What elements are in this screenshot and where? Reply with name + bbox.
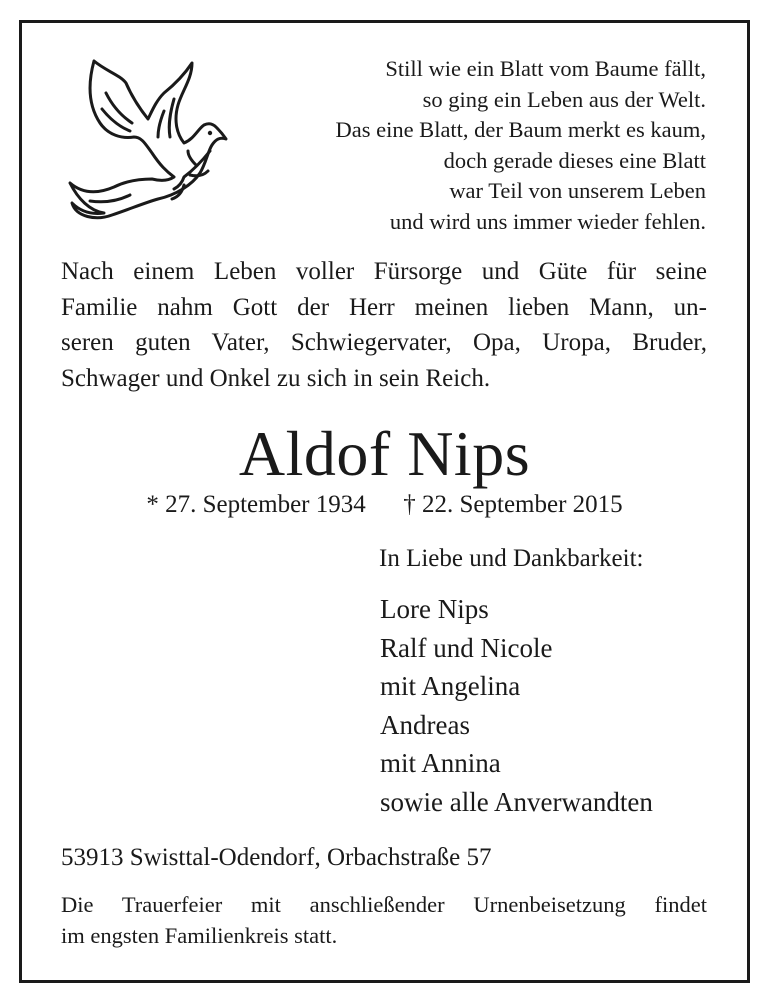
poem-line: war Teil von unserem Leben (449, 178, 706, 203)
notice-line: im engsten Familienkreis statt. (61, 922, 338, 948)
mourner-name: mit Annina (380, 748, 501, 778)
dedication: In Liebe und Dankbarkeit: (379, 545, 644, 572)
poem-line: und wird uns immer wieder fehlen. (389, 208, 706, 234)
life-dates (60, 489, 709, 521)
deceased-name: Aldof Nips (238, 418, 531, 489)
death-date: † 22. September 2015 (403, 491, 623, 518)
poem-line: so ging ein Leben aus der Welt. (422, 86, 706, 112)
mourner-name: Andreas (380, 709, 470, 740)
intro-line: seren guten Vater, Schwiegervater, Opa, Uropa, Bruder, (61, 329, 707, 356)
dove-with-olive-branch-icon (60, 53, 238, 221)
mourner-name: mit Angelina (380, 671, 521, 701)
funeral-notice (61, 890, 707, 951)
poem-line: Still wie ein Blatt vom Baume fällt, (385, 56, 706, 81)
intro-line: Nach einem Leben voller Fürsorge und Güte für seine (61, 258, 707, 285)
intro-line: Familie nahm Gott der Herr meinen lieben Mann, un- (61, 293, 707, 321)
poem (250, 54, 706, 237)
intro-line: Schwager und Onkel zu sich in sein Reich. (61, 364, 491, 392)
poem-line: doch gerade dieses eine Blatt (443, 147, 706, 173)
intro-paragraph (61, 254, 707, 396)
address: 53913 Swisttal-Odendorf, Orbachstraße 57 (61, 844, 492, 871)
notice-line: Die Trauerfeier mit anschließender Urnenbeisetzung findet (61, 892, 707, 917)
mourners-list (380, 590, 653, 821)
birth-date: * 27. September 1934 (146, 491, 366, 518)
mourner-name: Lore Nips (380, 594, 489, 624)
mourner-name: sowie alle Anverwandten (380, 786, 653, 817)
mourner-name: Ralf und Nicole (380, 632, 553, 663)
poem-line: Das eine Blatt, der Baum merkt es kaum, (335, 117, 706, 142)
